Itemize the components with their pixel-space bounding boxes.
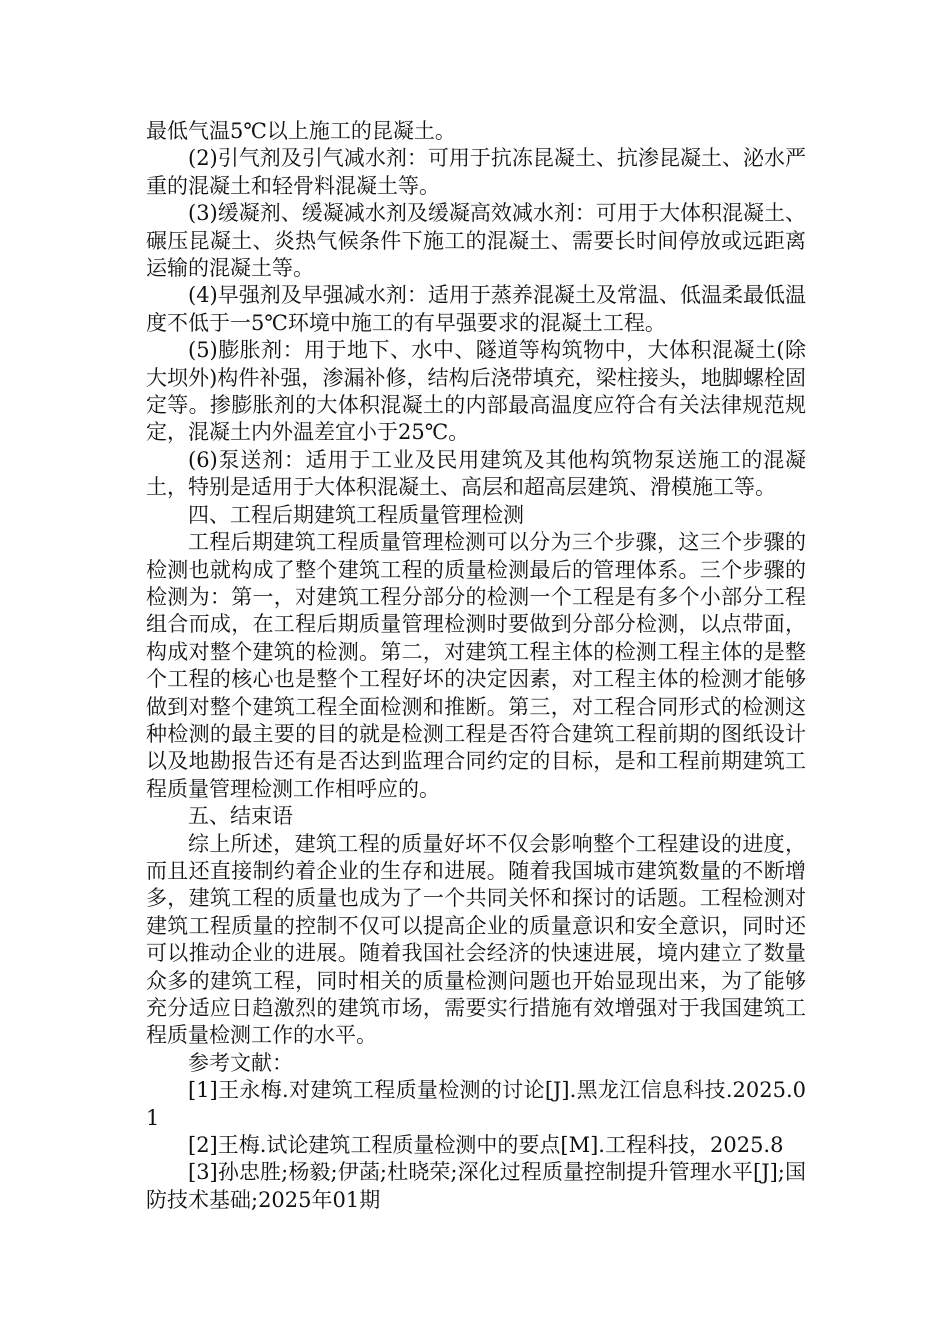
references-heading: 参考文献： [188, 1050, 293, 1075]
paragraph: (4)早强剂及早强减水剂：适用于蒸养混凝土及常温、低温柔最低温度不低于一5℃环境中施工的有早强要求的混凝土工程。 [146, 283, 806, 335]
section-heading: 五、结束语 [188, 804, 293, 829]
paragraph: 工程后期建筑工程质量管理检测可以分为三个步骤，这三个步骤的检测也就构成了整个建筑工程的质量检测最后的管理体系。三个步骤的检测为：第一，对建筑工程分部分的检测一个工程是有多个小部分工程组合而成，在工程后期质量管理检测时要做到分部分检测，以点带面，构成对整个建筑的检测。第二，对建筑工程主体的检测工程主体的是整个工程的核心也是整个工程好坏的决定因素，对工程主体的检测才能够做到对整个建筑工程全面检测和推断。第三，对工程合同形式的检测这种检测的最主要的目的就是检测工程是否符合建筑工程前期的图纸设计以及地勘报告还有是否达到监理合同约定的目标，是和工程前期建筑工程质量管理检测工作相呼应的。 [146, 530, 806, 801]
reference-item: [2]王梅.试论建筑工程质量检测中的要点[M].工程科技，2025.8 [188, 1133, 784, 1158]
paragraph: (6)泵送剂：适用于工业及民用建筑及其他构筑物泵送施工的混凝土，特别是适用于大体积混凝土、高层和超高层建筑、滑模施工等。 [146, 447, 806, 500]
section-heading: 四、工程后期建筑工程质量管理检测 [188, 502, 524, 527]
paragraph: (5)膨胀剂：用于地下、水中、隧道等构筑物中，大体积混凝土(除大坝外)构件补强，渗漏补修，结构后浇带填充，梁柱接头，地脚螺栓固定等。掺膨胀剂的大体积混凝土的内部最高温度应符合有关法律规范规定，混凝土内外温差宜小于25℃。 [146, 338, 806, 445]
paragraph: 综上所述，建筑工程的质量好坏不仅会影响整个工程建设的进度，而且还直接制约着企业的生存和进展。随着我国城市建筑数量的不断增多，建筑工程的质量也成为了一个共同关怀和探讨的话题。工程检测对建筑工程质量的控制不仅可以提高企业的质量意识和安全意识，同时还可以推动企业的进展。随着我国社会经济的快速进展，境内建立了数量众多的建筑工程，同时相关的质量检测问题也开始显现出来，为了能够充分适应日趋激烈的建筑市场，需要实行措施有效增强对于我国建筑工程质量检测工作的水平。 [146, 831, 806, 1048]
document-body [146, 118, 806, 1214]
paragraph: (2)引气剂及引气减水剂：可用于抗冻昆凝土、抗渗昆凝土、泌水严重的混凝土和轻骨料混凝土等。 [146, 146, 806, 198]
reference-item: [1]王永梅.对建筑工程质量检测的讨论[J].黑龙江信息科技.2025.01 [146, 1078, 806, 1130]
paragraph: (3)缓凝剂、缓凝减水剂及缓凝高效减水剂：可用于大体积混凝土、碾压昆凝土、炎热气候条件下施工的混凝土、需要长时间停放或远距离运输的混凝土等。 [146, 201, 806, 281]
reference-item: [3]孙忠胜;杨毅;伊菡;杜晓荣;深化过程质量控制提升管理水平[J];国防技术基础;2025年01期 [146, 1160, 806, 1212]
paragraph: 最低气温5℃以上施工的昆凝土。 [146, 119, 456, 143]
